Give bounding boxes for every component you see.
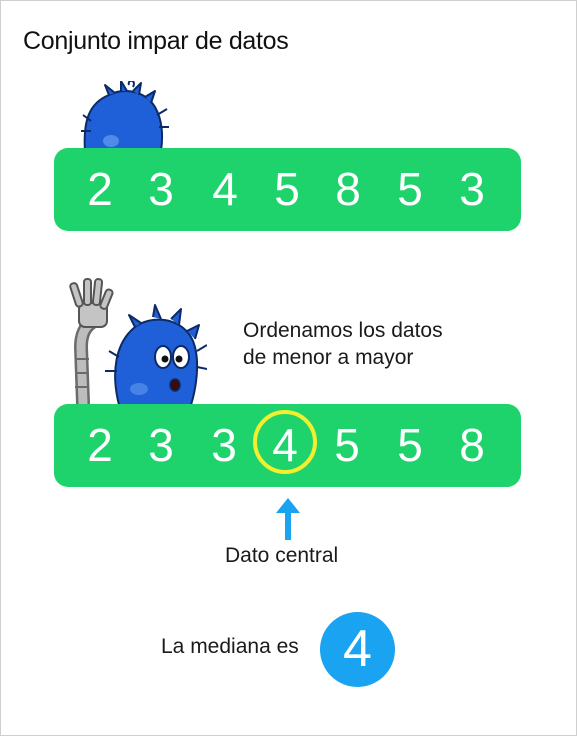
unsorted-value: 3 (148, 163, 174, 215)
sorted-value: 2 (87, 419, 113, 471)
sort-caption-line-1: Ordenamos los datos (243, 319, 443, 342)
blue-monster-waving-icon (57, 277, 207, 407)
blue-monster-peeking-icon (75, 81, 175, 151)
sorted-data-bar (54, 404, 521, 487)
unsorted-data-bar (54, 148, 521, 231)
median-label: La mediana es (161, 635, 299, 658)
unsorted-value: 5 (274, 163, 300, 215)
unsorted-value: 4 (212, 163, 238, 215)
sorted-value: 5 (334, 419, 360, 471)
arrow-up-icon (276, 498, 300, 540)
sort-caption (243, 317, 443, 371)
sort-caption-line-2: de menor a mayor (243, 346, 414, 369)
unsorted-value: 3 (459, 163, 485, 215)
page-title: Conjunto impar de datos (23, 27, 289, 55)
sorted-value: 5 (397, 419, 423, 471)
unsorted-value: 8 (335, 163, 361, 215)
sorted-value: 3 (148, 419, 174, 471)
sorted-value-central: 4 (272, 419, 298, 471)
sorted-value: 8 (459, 419, 485, 471)
sorted-value: 3 (211, 419, 237, 471)
median-value-badge: 4 (320, 612, 395, 687)
central-value-label: Dato central (225, 544, 339, 567)
unsorted-value: 2 (87, 163, 113, 215)
unsorted-value: 5 (397, 163, 423, 215)
